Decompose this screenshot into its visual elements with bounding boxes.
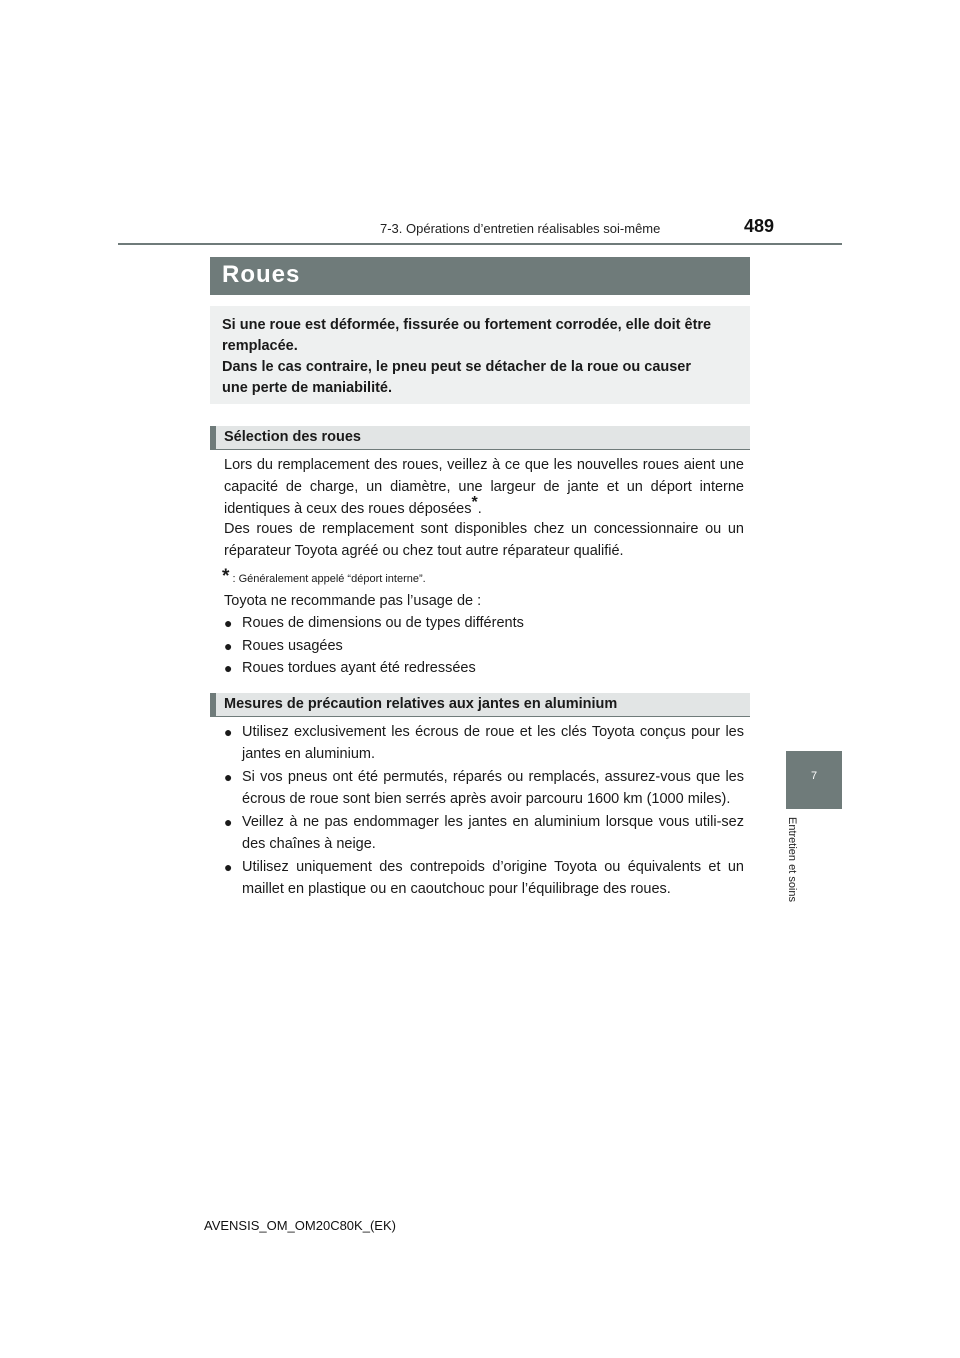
footer-code: AVENSIS_OM_OM20C80K_(EK) [204, 1218, 396, 1233]
list-item [224, 722, 744, 765]
section-heading-text: Mesures de précaution relatives aux jantes en aluminium [224, 696, 618, 712]
bullet-icon: ● [224, 724, 233, 740]
list-item-text: Roues tordues ayant été redressées [242, 660, 476, 676]
chapter-number: 7 [810, 770, 818, 782]
list-item [224, 658, 744, 680]
list-item [224, 767, 744, 810]
paragraph-end: . [477, 501, 482, 517]
footnote-text: : Généralement appelé “déport interne”. [232, 573, 426, 585]
intro-line: remplacée. [222, 338, 298, 354]
chapter-label-text: Entretien et soins [786, 817, 798, 902]
list-item-text: Utilisez exclusivement les écrous de roue et les clés Toyota conçus pour les jantes en aluminium. [242, 724, 744, 762]
intro-text [222, 315, 738, 399]
intro-line: une perte de maniabilité. [222, 380, 393, 396]
chapter-label [786, 817, 808, 927]
bullet-icon: ● [224, 769, 233, 785]
intro-line: Si une roue est déformée, fissurée ou fortement corrodée, elle doit être [222, 317, 712, 333]
footnote-marker: * [471, 494, 478, 511]
list-item-text: Veillez à ne pas endommager les jantes en aluminium lorsque vous utili-sez des chaînes à neige. [242, 814, 744, 852]
paragraph-text: Lors du remplacement des roues, veillez à ce que les nouvelles roues aient une capacité de charge, un diamètre, une largeur de jante et un déport interne identiques à ceux des roues déposées [224, 457, 744, 517]
bullet-icon: ● [224, 615, 233, 631]
header-section-title: 7-3. Opérations d’entretien réalisables soi-même [380, 221, 661, 236]
section-heading-aluminium-precautions [210, 693, 750, 717]
section-heading-text: Sélection des roues [224, 429, 361, 445]
footnote [222, 566, 426, 588]
section-heading-wheel-selection [210, 426, 750, 450]
list-item-text: Si vos pneus ont été permutés, réparés ou remplacés, assurez-vous que les écrous de roue sont bien serrés après avoir parcouru 1600 km (1000 miles). [242, 769, 744, 807]
list-item [224, 857, 744, 900]
header-rule [118, 243, 842, 245]
list-item-text: Utilisez uniquement des contrepoids d’origine Toyota ou équivalents et un maillet en plastique ou en caoutchouc pour l’équilibrage des roues. [242, 859, 744, 897]
list-item-text: Roues de dimensions ou de types différents [242, 615, 524, 631]
page-number: 489 [744, 216, 775, 236]
list-intro: Toyota ne recommande pas l’usage de : [224, 593, 482, 609]
page-title: Roues [222, 261, 301, 288]
chapter-tab [786, 751, 842, 809]
list-item-text: Roues usagées [242, 637, 343, 654]
intro-line: Dans le cas contraire, le pneu peut se détacher de la roue ou causer [222, 359, 692, 375]
paragraph-selection [224, 455, 744, 521]
list-item [224, 812, 744, 855]
aluminium-precautions-list [224, 722, 744, 900]
bullet-icon: ● [224, 814, 233, 830]
not-recommended-list [224, 613, 744, 680]
bullet-icon: ● [224, 637, 233, 654]
intro-box [210, 306, 750, 404]
bullet-icon: ● [224, 859, 233, 875]
title-bar [210, 257, 750, 295]
paragraph-availability: Des roues de remplacement sont disponibles chez un concessionnaire ou un réparateur Toyota agréé ou chez tout autre réparateur qualifié. [224, 521, 744, 559]
list-item [224, 613, 744, 635]
footnote-star: * [222, 566, 230, 587]
list-item [224, 636, 744, 658]
bullet-icon: ● [224, 660, 233, 676]
